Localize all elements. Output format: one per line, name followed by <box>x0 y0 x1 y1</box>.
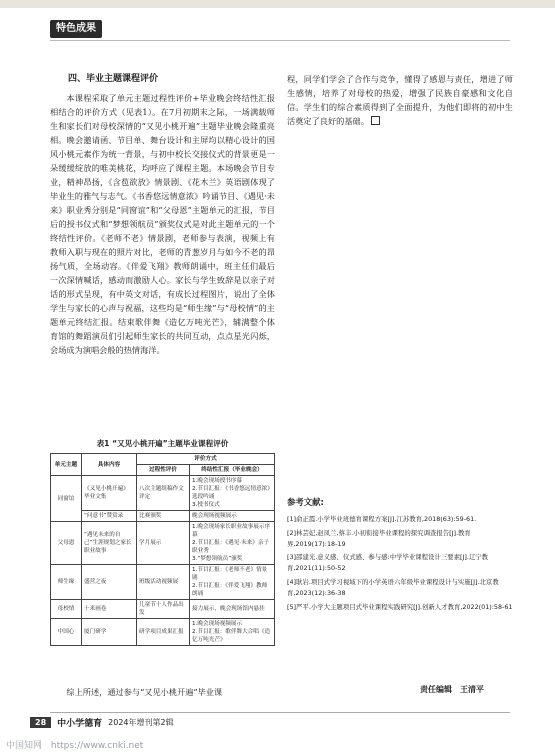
table-row <box>51 522 275 565</box>
reference-item: [5]严平.小学大主题项目式毕业课程实践研究[J].创新人才教育,2022(01):58-61 <box>287 602 513 611</box>
cell-process: 儿童节十人作品出发 <box>137 600 190 619</box>
reference-item: [2]林芸妃,赵凤兰,蔡丰.小初衔接毕业课程的探究调查报告[J].教育界,2019(17):18-19 <box>287 528 471 548</box>
body-paragraph-continued <box>287 72 513 128</box>
end-mark-icon <box>371 116 380 125</box>
cell-final <box>190 522 275 565</box>
watermark-url: https://www.cnki.net <box>50 741 144 751</box>
header-unit: 单元主题 <box>51 454 82 476</box>
journal-name: 中小学德育 <box>57 719 103 729</box>
cell-process: 比赛颁奖 <box>137 511 190 522</box>
header-final: 终结性汇报（毕业晚会） <box>190 465 275 476</box>
section-tab: 特色成果 <box>50 20 102 38</box>
cell-final: 接力展示，晚会现场馆内悬挂 <box>190 600 275 619</box>
cell-unit: 同窗谊 <box>51 476 82 522</box>
cell-final-line: 1.晚会现场家长职业故事展示序幕 <box>192 524 271 538</box>
header-process: 过程性评价 <box>137 465 190 476</box>
cell-final <box>190 565 275 600</box>
reference-item: [3]邵建光.意义感、仪式感、参与感:中学毕业课程设计三要素[J].辽宁教育,2021(11):50-52 <box>287 553 489 573</box>
references-list <box>287 514 513 615</box>
cell-content: 《又见小桃开遍》毕业文集 <box>82 476 137 511</box>
editor-credit: 责任编辑 王清平 <box>420 685 484 694</box>
watermark <box>6 738 143 751</box>
summary-paragraph: 综上所述，通过参与“又见小桃开遍”毕业课 <box>66 687 223 697</box>
cell-unit: 父母恩 <box>51 522 82 565</box>
cell-unit: 中国心 <box>51 619 82 646</box>
references-title: 参考文献: <box>287 497 324 507</box>
cell-final-line: 2.节目汇报：《书香悠远情意浓》选段吟诵 <box>192 486 271 500</box>
cell-final: 晚会现场视频展示 <box>190 511 275 522</box>
cell-content: 十米画卷 <box>82 600 137 619</box>
left-column <box>50 72 275 357</box>
table-row <box>51 619 275 646</box>
cell-process: 研学项目成果汇报 <box>137 619 190 646</box>
table-row <box>51 565 275 600</box>
page-footer <box>30 716 174 729</box>
top-decorative-band <box>0 0 555 8</box>
body-paragraph: 本课程采取了单元主题过程性评价+毕业晚会终结性汇报相结合的评价方式（见表1）。在7月初期末之际，一场满载师生和家长们对母校深情的“又见小桃开遍”主题毕业晚会隆重亮相。晚会邀请函、节目单、舞台设计和主屏均以精心设计的国风小桃元素作为统一背景，与初中校长交接仪式的背景更是一朵缓缓绽放的唯美桃花，均呼应了课程主题。本场晚会节目专业，精神昂扬，《含苞欲放》情景剧、《花木兰》英语剧体现了毕业生的雅气与志气。《书香悠远情意浓》吟诵节目、《遇见·未来》职业秀分别是“同窗谊”和“父母恩”主题单元的汇报，节目后的授书仪式和“梦想领航员”颁奖仪式是对此主题单元的一个终结性评价。《老师不老》情景剧，老师参与表演，视频上有教师入职与现在的照片对比，老师的青葱岁月与如今不老的昂扬气质，全场动容。《伴爱飞翔》教师朗诵中，班主任们最后一次深情喊话，感动而激励人心。家长与学生致辞是以亲子对话的形式呈现，有中英文对话，有成长过程图片，说出了全体学生与家长的心声与祝福，这些均是“师生缘”与“母校情”的主题单元终结汇报。结束歌伴舞《造亿万吨光芒》，辅满整个体育馆的舞蹈演员们引起师生家长的共同互动，点点星光闪烁，会场成为演唱会般的热情海洋。 <box>50 93 275 355</box>
cell-final-line: 1.晚会现场授书序幕 <box>192 478 243 484</box>
cell-content: 盛营之夜 <box>82 565 137 600</box>
cell-final-line: 1.晚会现场视频展示 <box>192 621 243 627</box>
body-paragraph-text: 程，同学们学会了合作与竞争，懂得了感恩与责任，增进了师生感情，培养了对母校的热爱，增强了民族自豪感和文化自信。学生们的综合素质得到了全面提升，为他们即将的初中生活奠定了良好的基础。 <box>287 74 513 126</box>
header-eval-group: 评价方式 <box>137 454 275 465</box>
table-row <box>51 476 275 511</box>
evaluation-table <box>50 453 275 646</box>
cell-final-line: 3.授书仪式 <box>192 502 220 508</box>
cell-final-line: 2.节目汇报：《遇见·未来》亲子职业秀 <box>192 540 270 554</box>
reference-item: [1]俞正霞.小学毕业班德育课程方案[J].江苏教育,2018(63):59-61. <box>287 515 477 523</box>
cell-unit: 师生缘 <box>51 565 82 600</box>
right-column <box>287 72 513 128</box>
cell-final-line: 2.节目汇报：《伴爱飞翔》教师朗诵 <box>192 583 268 597</box>
cell-final <box>190 476 275 511</box>
evaluation-table-block <box>50 438 275 646</box>
table-caption: 表1 “又见小桃开遍”主题毕业课程评价 <box>96 439 229 448</box>
cell-final-line: 3.“梦想领航员”颁奖 <box>192 556 243 562</box>
cell-content: “问意书”赞赏录 <box>82 511 137 522</box>
cell-process: 班级活动视频展 <box>137 565 190 600</box>
table-row <box>51 511 275 522</box>
page-number: 28 <box>30 717 51 728</box>
watermark-site: 中国知网 <box>6 741 43 751</box>
cell-final <box>190 619 275 646</box>
table-row <box>51 600 275 619</box>
cell-process: 八次主题组稿作文评定 <box>137 476 190 511</box>
cell-unit: 母校情 <box>51 600 82 619</box>
cell-process: 学月展示 <box>137 522 190 565</box>
cell-final-line: 1.节目汇报：《老师不老》情景剧 <box>192 567 268 581</box>
cell-final-line: 2.节目汇报：歌伴舞大合唱《造亿万吨光芒》 <box>192 629 271 643</box>
journal-issue: 2024年增刊第2辑 <box>108 718 174 727</box>
header-content: 具体内容 <box>82 454 137 476</box>
section-heading: 四、毕业主题课程评价 <box>68 74 159 84</box>
footer-rule <box>50 712 510 713</box>
cell-content: “遇见未来的自己”生涯规划之家长职业故事 <box>82 522 137 565</box>
cell-content: 厦门研学 <box>82 619 137 646</box>
reference-item: [4]耿岩.项目式学习视域下的小学英语六年级毕业课程设计与实施[J].北京教育,2023(12):36-38 <box>287 577 499 597</box>
header-rule <box>50 40 510 41</box>
